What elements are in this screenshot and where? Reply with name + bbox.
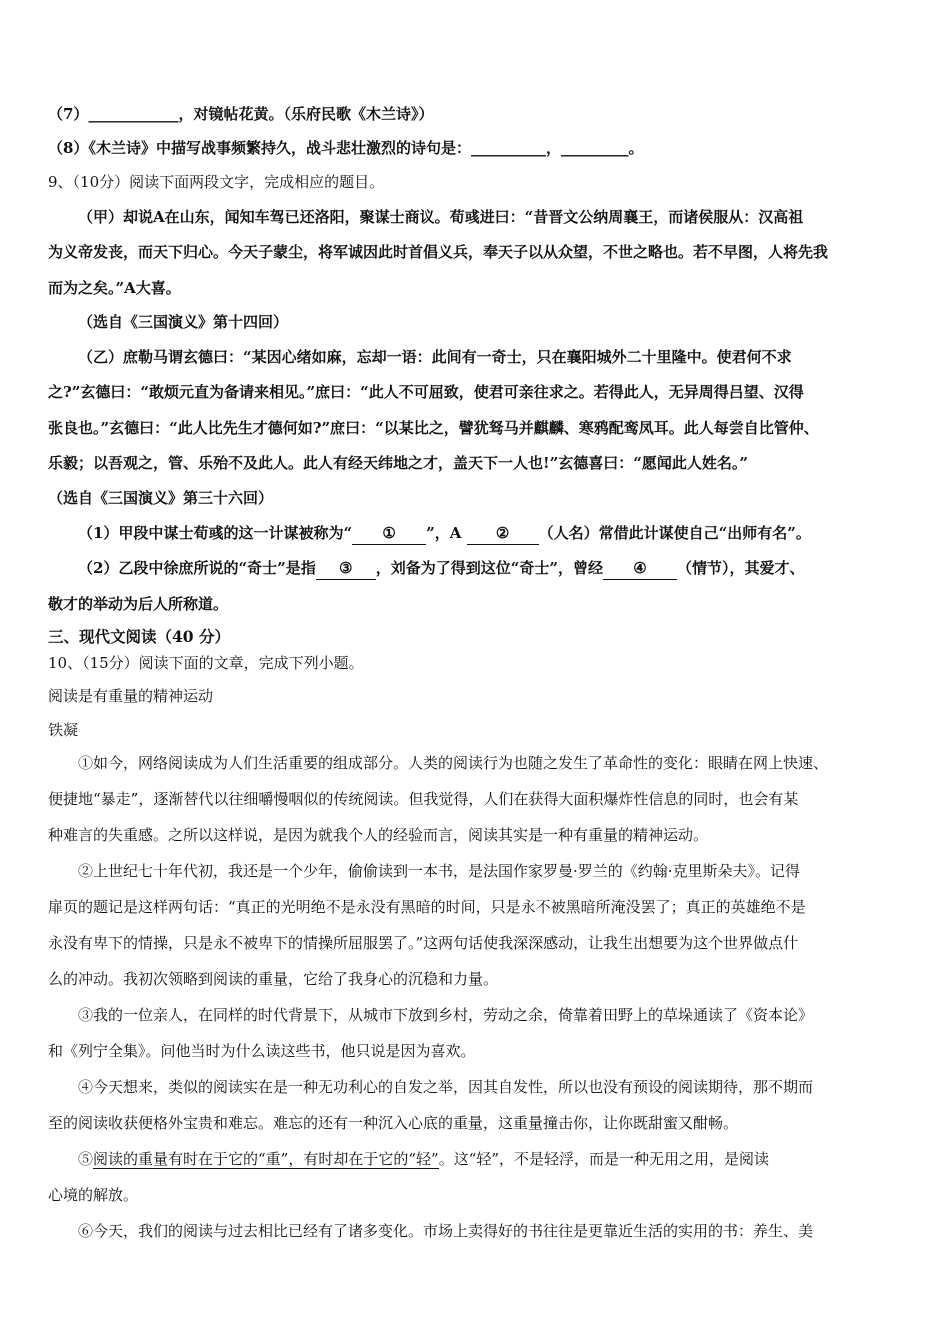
question-9-sub-1-text-a: （1）甲段中谋士荀彧的这一计谋被称为“ xyxy=(78,524,353,542)
passage-yi-line: 之?”玄德曰：“敢烦元直为备请来相见。”庶曰：“此人不可屈致，使君可亲往求之。若得此人，无异周得吕望、汉得 xyxy=(48,383,804,401)
question-7 xyxy=(48,103,910,125)
question-8-separator: ， xyxy=(545,139,561,157)
question-9-sub-2-continuation: 敬才的举动为后人所称道。 xyxy=(48,595,229,613)
paragraph-3-line: ③我的一位亲人，在同样的时代背景下，从城市下放到乡村，劳动之余，倚靠着田野上的草垛通读了《资本论》 xyxy=(78,1006,814,1024)
question-9-header: 9、（10分）阅读下面两段文字，完成相应的题目。 xyxy=(48,173,385,191)
answer-blank-2[interactable]: ② xyxy=(467,522,539,545)
question-8-number: （8） xyxy=(48,139,89,157)
passage-jia-source: （选自《三国演义》第十四回） xyxy=(78,313,289,331)
question-7-number: （7） xyxy=(48,105,89,123)
paragraph-2-line: 扉页的题记是这样两句话：“真正的光明绝不是永没有黑暗的时间，只是永不被黑暗所淹没罢了；真正的英雄绝不是 xyxy=(48,898,806,916)
article-title: 阅读是有重量的精神运动 xyxy=(48,687,214,705)
passage-yi-line: （乙）庶勒马谓玄德曰：“某因心绪如麻，忘却一语：此间有一奇士，只在襄阳城外二十里隆中。使君何不求 xyxy=(78,348,792,366)
paragraph-5-line xyxy=(78,1148,910,1170)
paragraph-6-line: ⑥今天，我们的阅读与过去相比已经有了诸多变化。市场上卖得好的书往往是更靠近生活的实用的书：养生、美 xyxy=(78,1222,814,1240)
passage-jia-line: 而为之矣。”A大喜。 xyxy=(48,279,181,297)
question-9-sub-2-text-b: ，刘备为了得到这位“奇士”，曾经 xyxy=(375,559,603,577)
paragraph-1-line: 种难言的失重感。之所以这样说，是因为就我个人的经验而言，阅读其实是一种有重量的精神运动。 xyxy=(48,826,709,844)
paragraph-1-line: ①如今，网络阅读成为人们生活重要的组成部分。人类的阅读行为也随之发生了革命性的变化：眼睛在网上快速、 xyxy=(78,754,829,772)
paragraph-5-continuation: 心境的解放。 xyxy=(48,1186,139,1204)
paragraph-4-line: 至的阅读收获便格外宝贵和难忘。难忘的还有一种沉入心底的重量，这重量撞击你，让你既甜蜜又酣畅。 xyxy=(48,1114,739,1132)
paragraph-5-underlined-sentence: 阅读的重量有时在于它的“重”，有时却在于它的“轻” xyxy=(93,1150,439,1168)
question-7-text: ，对镜帖花黄。（乐府民歌《木兰诗》） xyxy=(178,105,434,123)
question-8-blank-2: _________ xyxy=(560,139,629,157)
paragraph-3-line: 和《列宁全集》。问他当时为什么读这些书，他只说是因为喜欢。 xyxy=(48,1042,476,1060)
answer-blank-1[interactable]: ① xyxy=(352,522,426,545)
question-8 xyxy=(48,137,910,159)
paragraph-1-line: 便捷地“暴走”，逐渐替代以往细嚼慢咽似的传统阅读。但我觉得，人们在获得大面积爆炸性信息的同时，也会有某 xyxy=(48,790,799,808)
paragraph-2-line: ②上世纪七十年代初，我还是一个少年，偷偷读到一本书，是法国作家罗曼·罗兰的《约翰·克里斯朵夫》。记得 xyxy=(78,862,801,880)
question-9-sub-1-text-c: （人名）常借此计谋使自己“出师有名”。 xyxy=(538,524,811,542)
passage-yi-line: 乐毅；以吾观之，管、乐殆不及此人。此人有经天纬地之才，盖天下一人也!”玄德喜曰：“愿闻此人姓名。” xyxy=(48,454,748,472)
question-8-end: 。 xyxy=(628,139,644,157)
paragraph-2-line: 么的冲动。我初次领略到阅读的重量，它给了我身心的沉稳和力量。 xyxy=(48,970,499,988)
paragraph-5-number: ⑤ xyxy=(78,1150,94,1168)
passage-jia-line: （甲）却说A在山东，闻知车驾已还洛阳，聚谋士商议。荀彧进曰：“昔晋文公纳周襄王，而诸侯服从：汉高祖 xyxy=(78,208,804,226)
question-8-blank-1: __________ xyxy=(470,139,546,157)
question-9-sub-1 xyxy=(78,522,910,545)
question-8-text: 《木兰诗》中描写战事频繁持久，战斗悲壮激烈的诗句是： xyxy=(88,139,471,157)
passage-jia-line: 为义帝发丧，而天下归心。今天子蒙尘，将军诚因此时首倡义兵，奉天子以从众望，不世之略也。若不早图，人将先我 xyxy=(48,243,829,261)
question-9-sub-1-text-b: ”，A xyxy=(426,524,467,542)
paragraph-5-rest: 。这“轻”，不是轻浮，而是一种无用之用，是阅读 xyxy=(438,1150,770,1168)
answer-blank-4[interactable]: ④ xyxy=(603,557,677,580)
section-3-heading: 三、现代文阅读（40 分） xyxy=(48,627,230,646)
question-9-sub-2-text-c: （情节），其爱才、 xyxy=(676,559,805,577)
passage-yi-line: 张良也。”玄德曰：“此人比先生才德何如?”庶曰：“以某比之，譬犹驽马并麒麟、寒鸦配鸾凤耳。此人每尝自比管仲、 xyxy=(48,419,819,437)
paragraph-4-line: ④今天想来，类似的阅读实在是一种无功利心的自发之举，因其自发性，所以也没有预设的阅读期待，那不期而 xyxy=(78,1078,814,1096)
answer-blank-3[interactable]: ③ xyxy=(316,557,376,580)
question-9-sub-2-text-a: （2）乙段中徐庶所说的“奇士”是指 xyxy=(78,559,316,577)
question-10-header: 10、（15分）阅读下面的文章，完成下列小题。 xyxy=(48,654,364,672)
passage-yi-source: （选自《三国演义》第三十六回） xyxy=(48,489,274,507)
paragraph-2-line: 永没有卑下的情操，只是永不被卑下的情操所屈服罢了。”这两句话使我深深感动，让我生出想要为这个世界做点什 xyxy=(48,934,799,952)
question-9-sub-2 xyxy=(78,557,910,580)
article-author: 铁凝 xyxy=(48,721,79,739)
question-7-blank: ____________ xyxy=(88,105,179,123)
